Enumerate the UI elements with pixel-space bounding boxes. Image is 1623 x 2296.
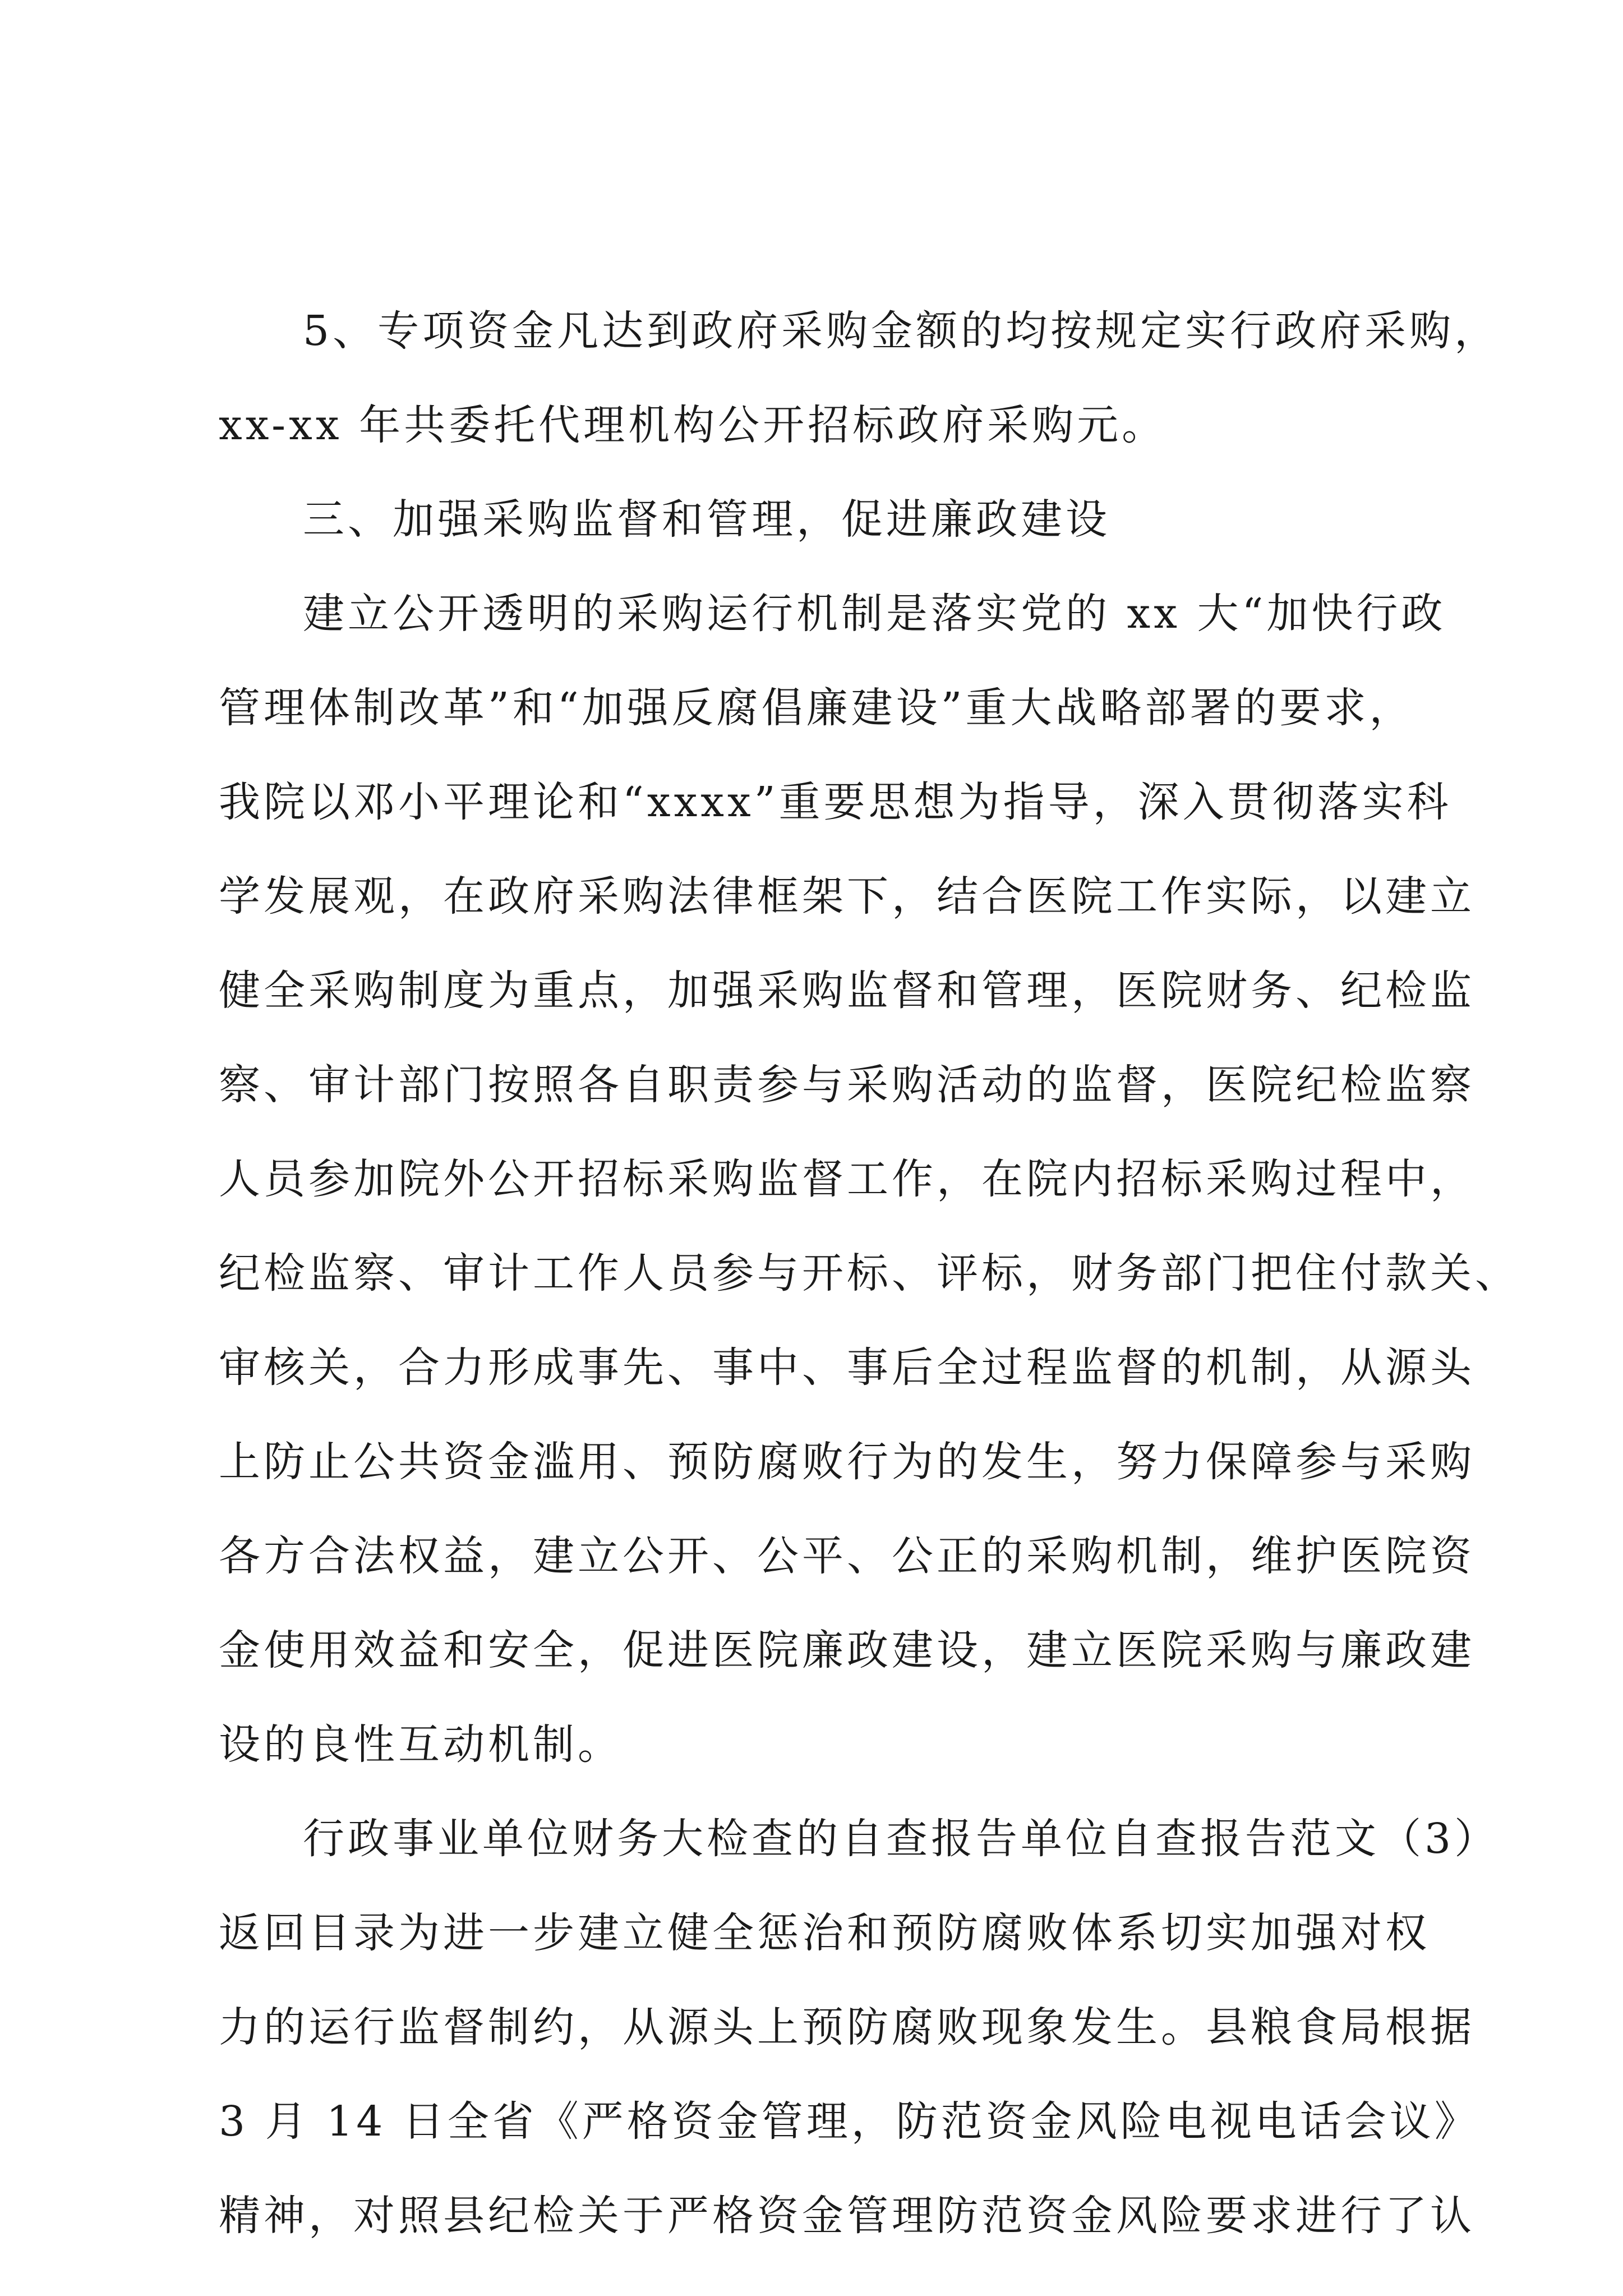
paragraph-line: 行政事业单位财务大检查的自查报告单位自查报告范文（3） bbox=[303, 1815, 1500, 1863]
paragraph-line: 返回目录为进一步建立健全惩治和预防腐败体系切实加强对权 bbox=[219, 1909, 1430, 1957]
paragraph-line: 人员参加院外公开招标采购监督工作，在院内招标采购过程中， bbox=[219, 1155, 1475, 1203]
paragraph-line: 管理体制改革”和“加强反腐倡廉建设”重大战略部署的要求， bbox=[219, 684, 1414, 732]
paragraph-line: 力的运行监督制约，从源头上预防腐败现象发生。县粮食局根据 bbox=[219, 2003, 1475, 2051]
paragraph-line: 察、审计部门按照各自职责参与采购活动的监督，医院纪检监察 bbox=[219, 1061, 1475, 1109]
paragraph-line: 5、专项资金凡达到政府采购金额的均按规定实行政府采购， bbox=[303, 307, 1500, 355]
section-heading: 三、加强采购监督和管理，促进廉政建设 bbox=[303, 495, 1110, 544]
paragraph-line: 各方合法权益，建立公开、公平、公正的采购机制，维护医院资 bbox=[219, 1532, 1475, 1580]
paragraph-line: 3 月 14 日全省《严格资金管理，防范资金风险电视电话会议》 bbox=[219, 2097, 1479, 2146]
paragraph-line: 健全采购制度为重点，加强采购监督和管理，医院财务、纪检监 bbox=[219, 967, 1475, 1015]
paragraph-line: 上防止公共资金滥用、预防腐败行为的发生，努力保障参与采购 bbox=[219, 1438, 1475, 1486]
paragraph-line: 金使用效益和安全，促进医院廉政建设，建立医院采购与廉政建 bbox=[219, 1626, 1475, 1674]
paragraph-line: 精神，对照县纪检关于严格资金管理防范资金风险要求进行了认 bbox=[219, 2192, 1475, 2240]
paragraph-line: xx-xx 年共委托代理机构公开招标政府采购元。 bbox=[219, 401, 1167, 449]
paragraph-line: 学发展观，在政府采购法律框架下，结合医院工作实际，以建立 bbox=[219, 872, 1475, 921]
paragraph-line: 我院以邓小平理论和“xxxx”重要思想为指导，深入贯彻落实科 bbox=[219, 778, 1452, 826]
paragraph-line: 建立公开透明的采购运行机制是落实党的 xx 大“加快行政 bbox=[303, 590, 1446, 638]
paragraph-line: 纪检监察、审计工作人员参与开标、评标，财务部门把住付款关、 bbox=[219, 1249, 1520, 1297]
paragraph-line: 审核关，合力形成事先、事中、事后全过程监督的机制，从源头 bbox=[219, 1343, 1475, 1392]
paragraph-line: 设的良性互动机制。 bbox=[219, 1720, 623, 1769]
